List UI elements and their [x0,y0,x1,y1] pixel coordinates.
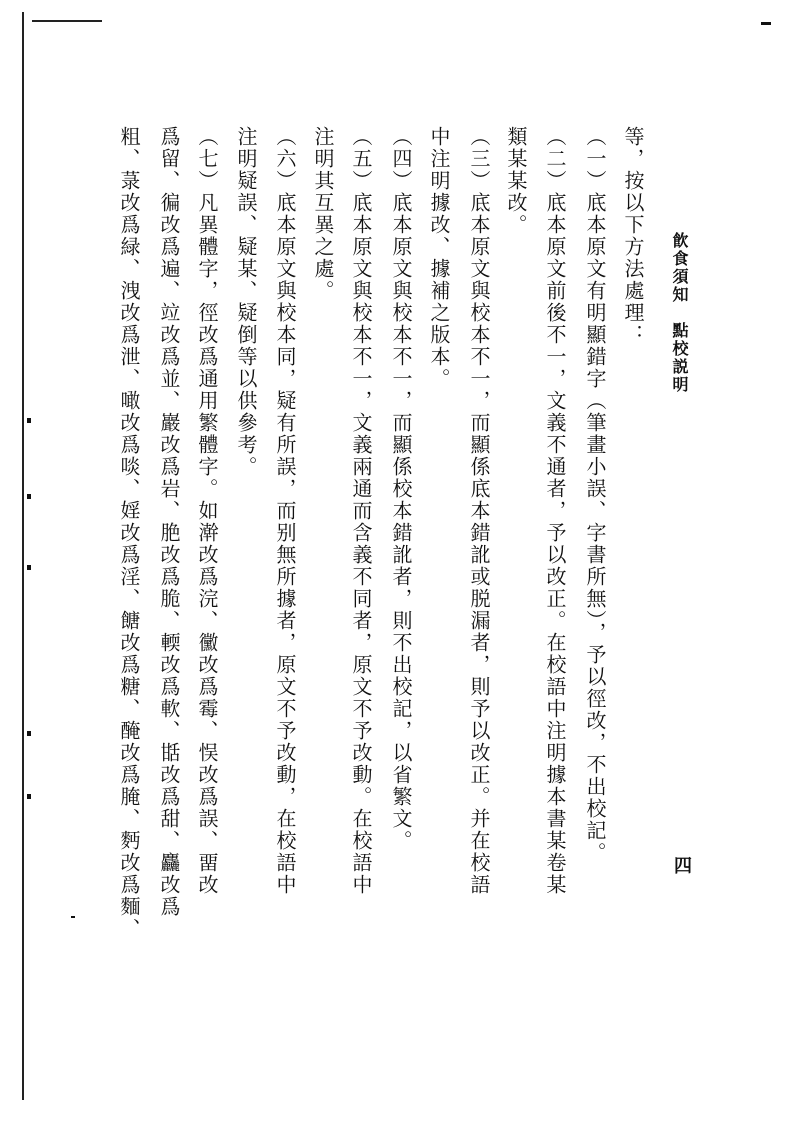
text-column: 等，按以下方法處理： [621,126,645,346]
margin-dot [71,916,75,918]
text-column: （七）凡異體字，徑改爲通用繁體字。如澣改爲浣、黴改爲霉、悮改爲誤、畱改 [195,126,219,896]
corner-mark [761,22,771,25]
running-title: 飮食須知 點校説明 [670,232,689,394]
text-column: 中注明據改、據補之版本。 [427,126,451,390]
text-column: （六）底本原文與校本同，疑有所誤，而别無所據者，原文不予改動，在校語中 [273,126,297,896]
binding-line [22,12,24,1100]
text-column: （五）底本原文與校本不一，文義兩通而含義不同者，原文不予改動。在校語中 [349,126,373,896]
text-column: （四）底本原文與校本不一，而顯係校本錯訛者，則不出校記，以省繁文。 [389,126,413,852]
text-column: 注明其互異之處。 [311,126,335,302]
margin-dot [27,418,31,423]
text-column: 粗、菉改爲緑、洩改爲泄、噉改爲啖、婬改爲淫、餹改爲糖、醃改爲腌、麪改爲麵、 [117,126,141,940]
text-column: （二）底本原文前後不一，文義不通者，予以改正。在校語中注明據本書某卷某 [543,126,567,896]
text-column: 爲留、徧改爲遍、竝改爲並、巖改爲岩、脃改爲脆、輭改爲軟、甛改爲甜、麤改爲 [157,126,181,918]
text-column: 注明疑誤、疑某、疑倒等以供參考。 [234,126,258,478]
text-column: 類某某改。 [504,126,528,236]
text-column: （一）底本原文有明顯錯字（筆畫小誤、字書所無），予以徑改，不出校記。 [583,126,607,864]
page-number: 四 [671,856,692,874]
top-rule [32,20,102,22]
margin-dot [27,794,31,799]
margin-dot [27,494,31,499]
margin-dot [27,731,31,736]
text-column: （三）底本原文與校本不一，而顯係底本錯訛或脱漏者，則予以改正。并在校語 [467,126,491,896]
margin-dot [27,565,31,570]
